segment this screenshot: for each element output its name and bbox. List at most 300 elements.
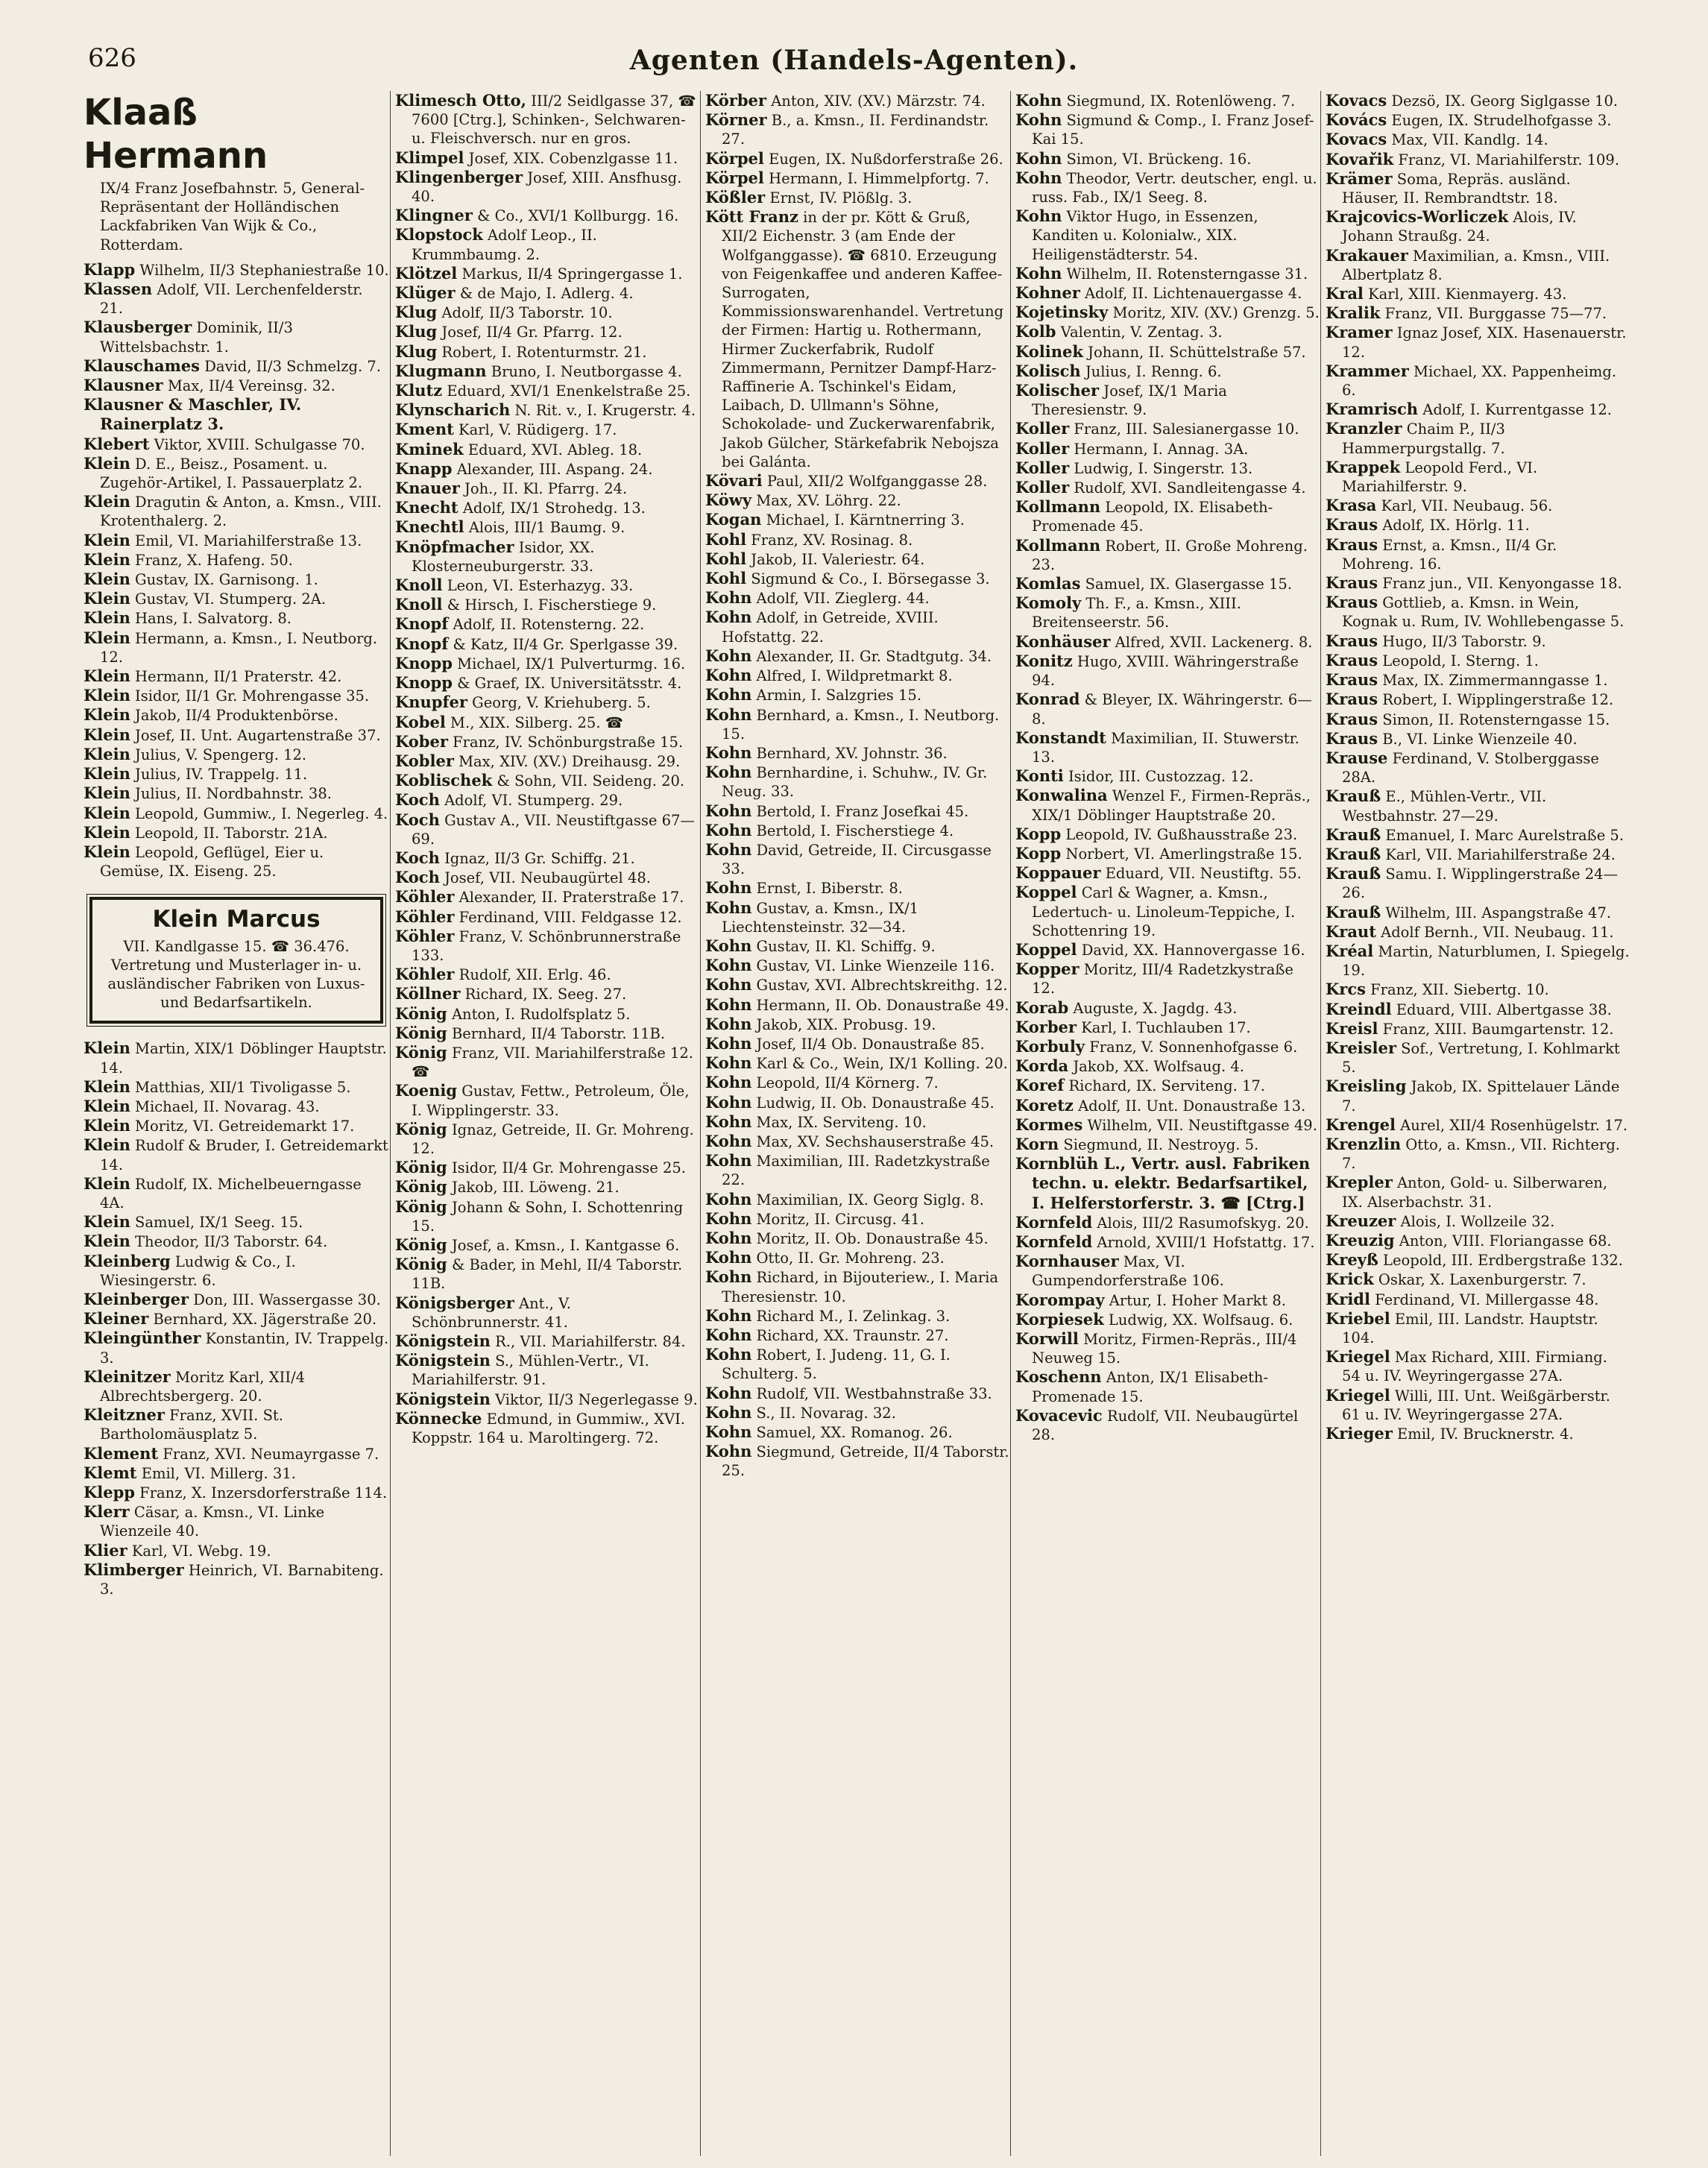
- entry-name: König: [395, 1235, 447, 1254]
- directory-entry: [705, 569, 1009, 588]
- entry-details: Josef, XIII. Ansfhusg. 40.: [412, 168, 682, 206]
- entry-details: Gustav A., VII. Neustiftgasse 67—69.: [412, 811, 695, 848]
- entry-details: Alois, III/2 Rasumofskyg. 20.: [1097, 1214, 1309, 1232]
- directory-entry: [705, 608, 1009, 646]
- directory-entry: [1326, 1231, 1630, 1250]
- directory-entry: [1015, 844, 1320, 863]
- directory-entry: [705, 763, 1009, 801]
- directory-entry: [395, 420, 699, 439]
- entry-details: Bernhard, a. Kmsn., I. Neutborg. 15.: [722, 706, 1000, 743]
- directory-entry: [1015, 883, 1320, 940]
- entry-details: Isidor, II/4 Gr. Mohrengasse 25.: [451, 1159, 686, 1177]
- entry-name: Klausberger: [83, 318, 192, 337]
- directory-entry: [705, 1112, 1009, 1132]
- entry-name: Kohn: [705, 878, 752, 898]
- entry-name: König: [395, 1255, 447, 1274]
- entry-name: Komlas: [1015, 574, 1081, 593]
- entry-details: Robert, I. Judeng. 11, G. I. Schulterg. 5.: [722, 1346, 951, 1383]
- entry-name: Kohn: [705, 763, 752, 782]
- entry-name: Krauß: [1326, 825, 1381, 844]
- entry-name: Konwalina: [1015, 786, 1108, 805]
- directory-entry: [83, 1116, 389, 1135]
- entry-name: Kohn: [705, 1402, 752, 1422]
- directory-entry: [705, 743, 1009, 763]
- directory-entry: [83, 608, 389, 628]
- directory-entry: [1326, 110, 1630, 130]
- entry-details: Wilhelm, II/3 Stephaniestraße 10.: [139, 261, 389, 279]
- entry-name: Krasa: [1326, 496, 1377, 515]
- entry-name: Korpiesek: [1015, 1309, 1104, 1329]
- entry-list-col5: [1326, 91, 1630, 1443]
- entry-details: Adolf, VII. Lerchenfelderstr. 21.: [100, 281, 363, 318]
- directory-entry: [1326, 864, 1630, 902]
- entry-name: Klimberger: [83, 1560, 184, 1579]
- directory-entry: [705, 975, 1009, 995]
- entry-name: Kleingünther: [83, 1329, 201, 1348]
- entry-details: Josef, II. Unt. Augartenstraße 37.: [135, 726, 381, 744]
- entry-name: Korda: [1015, 1056, 1069, 1076]
- entry-details: Bernhard, XV. Johnstr. 36.: [756, 744, 948, 762]
- directory-entry: [1015, 478, 1320, 497]
- entry-name: Königstein: [395, 1389, 491, 1408]
- directory-entry: [1326, 130, 1630, 149]
- directory-entry: [705, 936, 1009, 956]
- directory-entry: [83, 1290, 389, 1309]
- entry-name: Kohn: [1015, 148, 1062, 168]
- entry-name: Kraus: [1326, 650, 1378, 669]
- directory-entry: [83, 725, 389, 745]
- entry-details: Josef, VII. Neubaugürtel 48.: [444, 869, 651, 887]
- entry-name: Kridl: [1326, 1289, 1370, 1308]
- entry-details: Ferdinand, VI. Millergasse 48.: [1375, 1291, 1599, 1308]
- directory-entry: [1326, 515, 1630, 535]
- directory-entry: [395, 713, 699, 732]
- directory-entry: [1015, 728, 1320, 766]
- entry-details: Eduard, VIII. Albertgasse 38.: [1396, 1001, 1612, 1018]
- directory-entry: [705, 1093, 1009, 1112]
- entry-details: Ludwig & Co., I. Wiesingerstr. 6.: [100, 1252, 296, 1289]
- entry-details: Alexander, II. Gr. Stadtgutg. 34.: [756, 647, 992, 665]
- entry-name: Klein: [83, 1173, 130, 1193]
- directory-entry: [1326, 1270, 1630, 1289]
- entry-details: Alois, I. Wollzeile 32.: [1400, 1212, 1555, 1230]
- entry-name: Kreuzig: [1326, 1230, 1395, 1250]
- directory-entry: [1326, 1290, 1630, 1309]
- entry-name: Kohl: [705, 569, 747, 588]
- directory-entry: [1015, 1154, 1320, 1213]
- directory-entry: [1015, 959, 1320, 998]
- entry-name: Knupfer: [395, 693, 467, 712]
- entry-details: Julius, I. Renng. 6.: [1085, 362, 1222, 380]
- entry-details: Chaim P., II/3 Hammerpurgstallg. 7.: [1342, 420, 1505, 457]
- directory-entry: [395, 342, 699, 362]
- entry-details: Franz jun., VII. Kenyongasse 18.: [1382, 575, 1622, 593]
- entry-name: Klug: [395, 322, 438, 341]
- entry-name: Kraus: [1326, 690, 1378, 709]
- entry-list-col1a: [83, 260, 389, 881]
- entry-name: Kraus: [1326, 728, 1378, 748]
- entry-details: Anton, Gold- u. Silberwaren, IX. Alserbachstr. 31.: [1342, 1174, 1608, 1211]
- entry-details: Richard, in Bijouteriew., I. Maria Theresienstr. 10.: [722, 1269, 999, 1305]
- entry-details: S., II. Novarag. 32.: [756, 1404, 896, 1422]
- entry-details: Ignaz Josef, XIX. Hasenauerstr. 12.: [1342, 324, 1627, 361]
- directory-entry: [395, 1197, 699, 1235]
- entry-name: Klein: [83, 744, 130, 763]
- entry-details: Rudolf, XII. Erlg. 46.: [458, 966, 611, 984]
- entry-details: Alois, IV. Johann Straußg. 24.: [1342, 209, 1577, 245]
- entry-name: Kornblüh L., Vertr. ausl. Fabriken techn. u. elektr. Bedarfsartikel, I. Helferstorferstr. 3. ☎ [Ctrg.]: [1015, 1154, 1311, 1212]
- entry-name: Kohn: [705, 1014, 752, 1033]
- entry-name: Krajcovics-Worliczek: [1326, 207, 1509, 227]
- entry-details: Josef, IX/1 Maria Theresienstr. 9.: [1032, 382, 1227, 419]
- column-4: [1015, 91, 1320, 2156]
- entry-details: B., a. Kmsn., II. Ferdinandstr. 27.: [722, 112, 989, 148]
- entry-details: Edmund, in Gummiw., XVI. Koppstr. 164 u. Maroltingerg. 72.: [412, 1410, 686, 1447]
- entry-details: Samuel, IX/1 Seeg. 15.: [135, 1214, 303, 1232]
- entry-details: Rudolf, IX. Michelbeuerngasse 4A.: [100, 1175, 362, 1211]
- entry-name: Klimesch Otto,: [395, 91, 526, 110]
- entry-details: Hugo, XVIII. Währingerstraße 94.: [1032, 652, 1299, 690]
- entry-name: Kohn: [705, 1383, 752, 1402]
- entry-name: Klein: [83, 608, 130, 628]
- directory-entry: [705, 646, 1009, 666]
- entry-name: Krcs: [1326, 980, 1366, 999]
- entry-details: & Bader, in Mehl, II/4 Taborstr. 11B.: [412, 1256, 683, 1293]
- directory-entry: [395, 517, 699, 537]
- entry-details: & Sohn, VII. Seideng. 20.: [497, 772, 685, 790]
- entry-details: Adolf, II/3 Taborstr. 10.: [441, 304, 613, 322]
- entry-name: Kohn: [705, 801, 752, 820]
- directory-entry: [705, 1015, 1009, 1034]
- entry-details: Gustav, II. Kl. Schiffg. 9.: [756, 937, 936, 955]
- entry-name: Korwill: [1015, 1329, 1079, 1348]
- entry-name: Kriegel: [1326, 1385, 1390, 1405]
- entry-details: Soma, Repräs. ausländ. Häuser, II. Rembrandtstr. 18.: [1342, 170, 1571, 207]
- directory-entry: [395, 1158, 699, 1177]
- directory-entry: [83, 1483, 389, 1502]
- directory-entry: [705, 685, 1009, 705]
- entry-details: & Hirsch, I. Fischerstiege 9.: [447, 596, 657, 614]
- entry-name: Knapp: [395, 459, 453, 478]
- entry-name: Kolischer: [1015, 381, 1100, 400]
- entry-name: Klutz: [395, 381, 443, 400]
- entry-details: Arnold, XVIII/1 Hofstattg. 17.: [1097, 1233, 1315, 1251]
- entry-name: Kobler: [395, 751, 454, 770]
- entry-name: Kohn: [705, 1033, 752, 1053]
- entry-details: III/2 Seidlgasse 37, ☎ 7600 [Ctrg.], Schinken-, Selchwaren- u. Fleischversch. nur en gros.: [412, 92, 696, 148]
- entry-details: Richard M., I. Zelinkag. 3.: [756, 1307, 951, 1325]
- entry-name: Konrad: [1015, 690, 1080, 709]
- directory-entry: [1326, 942, 1630, 980]
- entry-details: Jakob, XIX. Probusg. 19.: [756, 1015, 936, 1033]
- directory-entry: [83, 376, 389, 395]
- entry-details: Bertold, I. Fischerstiege 4.: [756, 822, 954, 839]
- directory-entry: [705, 705, 1009, 743]
- directory-entry: [395, 654, 699, 673]
- entry-name: Kolinek: [1015, 341, 1083, 361]
- entry-name: Kranzler: [1326, 419, 1402, 438]
- entry-details: Franz, XVI. Neumayrgasse 7.: [163, 1445, 379, 1463]
- entry-details: Rudolf, VII. Westbahnstraße 33.: [756, 1384, 992, 1402]
- directory-entry: [395, 1177, 699, 1197]
- entry-name: König: [395, 1158, 447, 1177]
- entry-name: Kleiner: [83, 1309, 149, 1329]
- directory-entry: [1326, 1347, 1630, 1385]
- entry-name: Krenzlin: [1326, 1134, 1402, 1153]
- entry-details: Adolf, II. Rotensterng. 22.: [453, 616, 645, 634]
- entry-details: Adolf, I. Kurrentgasse 12.: [1422, 401, 1612, 419]
- directory-entry: [83, 435, 389, 454]
- directory-entry: [1326, 749, 1630, 787]
- entry-name: Kleinberg: [83, 1251, 171, 1270]
- entry-name: Körpel: [705, 168, 764, 187]
- entry-details: Ludwig, II. Ob. Donaustraße 45.: [756, 1094, 995, 1112]
- entry-details: E., Mühlen-Vertr., VII. Westbahnstr. 27—29.: [1342, 788, 1547, 825]
- entry-name: Kral: [1326, 284, 1364, 303]
- entry-name: Königsberger: [395, 1293, 514, 1312]
- entry-name: Klein: [83, 822, 130, 842]
- entry-details: Ernst, I. Biberstr. 8.: [756, 880, 903, 898]
- entry-details: Samuel, IX. Glasergasse 15.: [1085, 576, 1293, 593]
- entry-details: Gustav, IX. Garnisong. 1.: [135, 571, 318, 589]
- entry-details: Carl & Wagner, a. Kmsn., Ledertuch- u. Linoleum-Teppiche, I. Schottenring 19.: [1032, 884, 1296, 939]
- directory-entry: [83, 705, 389, 725]
- directory-entry: [705, 1190, 1009, 1209]
- directory-entry: [705, 1053, 1009, 1073]
- entry-name: Kovařik: [1326, 149, 1394, 168]
- entry-name: Klein: [83, 1077, 130, 1096]
- entry-name: Kopp: [1015, 824, 1062, 843]
- entry-name: Krengel: [1326, 1115, 1396, 1134]
- directory-entry: [1015, 91, 1320, 110]
- directory-entry: [1326, 246, 1630, 284]
- directory-entry: [705, 149, 1009, 168]
- column-rule: [700, 91, 701, 2156]
- directory-entry: [705, 588, 1009, 608]
- entry-name: König: [395, 1042, 447, 1062]
- entry-name: Krämer: [1326, 168, 1393, 188]
- entry-details: Max, II/4 Vereinsg. 32.: [167, 377, 335, 395]
- directory-entry: [395, 673, 699, 693]
- entry-details: Franz, X. Inzersdorferstraße 114.: [139, 1484, 388, 1501]
- directory-entry: [705, 898, 1009, 936]
- entry-name: Klein: [83, 764, 130, 784]
- entry-name: Klein: [83, 1135, 130, 1155]
- entry-name: Köllner: [395, 984, 461, 1003]
- entry-name: Königstein: [395, 1332, 491, 1350]
- directory-entry: [395, 1332, 699, 1351]
- entry-details: Otto, a. Kmsn., VII. Richterg. 7.: [1342, 1135, 1620, 1173]
- entry-name: Kriegel: [1326, 1347, 1390, 1367]
- entry-details: Dragutin & Anton, a. Kmsn., VIII. Krotenthalerg. 2.: [100, 494, 382, 530]
- directory-entry: [395, 927, 699, 965]
- directory-entry: [1015, 303, 1320, 322]
- directory-entry: [1015, 786, 1320, 824]
- column-rule: [1010, 91, 1011, 2156]
- entry-details: Moritz, VI. Getreidemarkt 17.: [135, 1118, 355, 1135]
- entry-details: R., VII. Mariahilferstr. 84.: [495, 1333, 686, 1350]
- entry-details: Adolf, II. Lichtenauergasse 4.: [1084, 285, 1302, 303]
- directory-entry: [83, 1097, 389, 1116]
- entry-name: Knoll: [395, 595, 443, 614]
- entry-details: David, II/3 Schmelzg. 7.: [204, 357, 382, 375]
- directory-entry: [1015, 574, 1320, 593]
- entry-name: Knöpfmacher: [395, 537, 514, 556]
- entry-details: Ernst, a. Kmsn., II/4 Gr. Mohreng. 16.: [1342, 536, 1557, 573]
- entry-details: Johann, II. Schüttelstraße 57.: [1088, 343, 1306, 361]
- directory-entry: [705, 471, 1009, 491]
- directory-entry: [395, 887, 699, 907]
- directory-entry: [705, 821, 1009, 840]
- entry-name: Kohn: [705, 608, 752, 627]
- directory-entry: [395, 634, 699, 654]
- entry-name: Klausner: [83, 376, 163, 395]
- entry-details: Karl, VII. Mariahilferstraße 24.: [1385, 845, 1616, 863]
- entry-name: Klüger: [395, 283, 456, 303]
- entry-name: Kohn: [705, 1267, 752, 1287]
- entry-details: Sigmund & Co., I. Börsegasse 3.: [751, 570, 990, 588]
- entry-details: Leopold, IV. Gußhausstraße 23.: [1065, 825, 1298, 843]
- entry-details: Hermann, II/1 Praterstr. 42.: [135, 668, 342, 686]
- directory-entry: [705, 188, 1009, 207]
- entry-details: Franz, XIII. Baumgartenstr. 12.: [1382, 1020, 1614, 1038]
- directory-entry: [395, 440, 699, 459]
- entry-name: Kollmann: [1015, 497, 1101, 517]
- entry-details: Maximilian, III. Radetzkystraße 22.: [722, 1153, 990, 1189]
- entry-name: Koppauer: [1015, 863, 1101, 883]
- entry-name: Knopf: [395, 614, 449, 634]
- directory-entry: [1015, 1096, 1320, 1115]
- entry-name: Kohn: [1015, 168, 1062, 187]
- entry-name: Kovács: [1326, 110, 1387, 130]
- entry-details: Adolf, VII. Zieglerg. 44.: [756, 590, 930, 608]
- directory-entry: [395, 771, 699, 790]
- entry-name: Kraut: [1326, 921, 1376, 941]
- directory-entry: [705, 666, 1009, 685]
- directory-entry: [1015, 110, 1320, 148]
- entry-name: Koppel: [1015, 939, 1077, 959]
- entry-name: Klein: [83, 549, 130, 569]
- entry-name: Kohn: [705, 1326, 752, 1344]
- directory-entry: [395, 693, 699, 712]
- entry-name: Kopper: [1015, 959, 1080, 979]
- entry-name: Kohn: [1015, 207, 1062, 226]
- entry-name: Korab: [1015, 998, 1069, 1017]
- entry-details: Karl, XIII. Kienmayerg. 43.: [1368, 286, 1567, 303]
- directory-entry: [705, 995, 1009, 1015]
- directory-entry: [705, 1267, 1009, 1305]
- entry-name: Kohn: [705, 1209, 752, 1228]
- directory-entry: [395, 732, 699, 751]
- entry-details: Samu. I. Wipplingerstraße 24—26.: [1342, 866, 1619, 902]
- entry-details: Matthias, XII/1 Tivoligasse 5.: [135, 1078, 351, 1096]
- entry-name: Kohn: [705, 1248, 752, 1267]
- entry-details: Moritz, III/4 Radetzkystraße 12.: [1032, 961, 1293, 998]
- entry-name: Klein: [83, 803, 130, 822]
- entry-details: M., XIX. Silberg. 25. ☎: [450, 713, 624, 731]
- directory-entry: [705, 1403, 1009, 1422]
- entry-details: Maximilian, a. Kmsn., VIII. Albertplatz 8.: [1342, 247, 1610, 283]
- directory-entry: [83, 1463, 389, 1483]
- directory-entry: [705, 1248, 1009, 1267]
- entry-details: Max, XV. Sechshauserstraße 45.: [756, 1132, 995, 1150]
- directory-entry: [1326, 303, 1630, 323]
- entry-details: Hermann, I. Annag. 3A.: [1074, 440, 1249, 458]
- entry-details: Bernhard, II/4 Taborstr. 11B.: [451, 1024, 666, 1042]
- entry-details: Max, IX. Serviteng. 10.: [756, 1113, 927, 1131]
- entry-name: Koretz: [1015, 1095, 1074, 1115]
- directory-entry: [705, 1422, 1009, 1442]
- entry-details: Robert, II. Große Mohreng. 23.: [1032, 537, 1308, 573]
- entry-details: Maximilian, II. Stuwerstr. 13.: [1032, 729, 1300, 766]
- entry-name: Kohn: [705, 685, 752, 705]
- entry-details: Dominik, II/3 Wittelsbachstr. 1.: [100, 319, 293, 356]
- entry-name: Kößler: [705, 188, 766, 207]
- entry-name: Klötzel: [395, 263, 458, 283]
- directory-entry: [705, 956, 1009, 975]
- entry-details: Rudolf, VII. Neubaugürtel 28.: [1032, 1407, 1299, 1444]
- entry-details: Josef, XIX. Cobenzlgasse 11.: [468, 149, 678, 167]
- entry-details: Julius, IV. Trappelg. 11.: [135, 766, 308, 784]
- entry-name: Königstein: [395, 1351, 491, 1370]
- entry-details: Franz, III. Salesianergasse 10.: [1074, 420, 1299, 438]
- entry-name: Kohl: [705, 529, 747, 549]
- entry-name: Klingenberger: [395, 167, 523, 186]
- entry-name: Kollmann: [1015, 535, 1101, 555]
- directory-entry: [395, 1235, 699, 1255]
- entry-name: Kraus: [1326, 593, 1378, 612]
- directory-entry: [1326, 593, 1630, 631]
- entry-name: Konhäuser: [1015, 631, 1111, 651]
- directory-entry: [1326, 458, 1630, 496]
- directory-entry: [83, 804, 389, 823]
- directory-entry: [83, 667, 389, 686]
- directory-entry: [83, 356, 389, 376]
- entry-name: Konitz: [1015, 651, 1073, 670]
- entry-name: Kraus: [1326, 670, 1378, 690]
- entry-details: & Katz, II/4 Gr. Sperlgasse 39.: [453, 635, 678, 653]
- entry-name: Koller: [1015, 458, 1070, 477]
- entry-details: Dezsö, IX. Georg Siglgasse 10.: [1391, 92, 1619, 110]
- directory-entry: [395, 459, 699, 479]
- entry-details: Anton, VIII. Floriangasse 68.: [1399, 1232, 1612, 1250]
- entry-name: Kreyß: [1326, 1250, 1378, 1270]
- entry-details: Wenzel F., Firmen-Repräs., XIX/1 Döblinger Hauptstraße 20.: [1032, 787, 1311, 824]
- entry-name: Kraus: [1326, 535, 1378, 554]
- entry-details: Alexander, II. Praterstraße 17.: [458, 889, 684, 907]
- entry-details: Adolf Leop., II. Krummbaumg. 2.: [412, 227, 597, 263]
- entry-name: Knoll: [395, 576, 443, 595]
- entry-details: Franz, XV. Rosinag. 8.: [751, 531, 913, 549]
- entry-details: Ferdinand, V. Stolberggasse 28A.: [1342, 749, 1599, 787]
- entry-name: Köwy: [705, 491, 752, 510]
- entry-name: Kramrisch: [1326, 400, 1419, 419]
- directory-entry: [83, 492, 389, 530]
- directory-entry: [1326, 1211, 1630, 1231]
- entry-name: Kohn: [705, 898, 752, 917]
- entry-details: Leon, VI. Esterhazyg. 33.: [447, 577, 634, 595]
- entry-name: Kohner: [1015, 283, 1080, 303]
- directory-entry: [83, 1252, 389, 1290]
- entry-details: Siegmund, II. Nestroyg. 5.: [1063, 1135, 1259, 1153]
- entry-name: Knechtl: [395, 517, 464, 537]
- entry-details: Leopold, II/4 Körnerg. 7.: [756, 1074, 939, 1092]
- entry-name: Kohn: [705, 956, 752, 975]
- directory-entry: [1015, 1115, 1320, 1135]
- entry-name: Kober: [395, 731, 448, 751]
- entry-name: Klein: [83, 1039, 130, 1058]
- entry-details: Jakob, II. Valeriestr. 64.: [751, 550, 925, 568]
